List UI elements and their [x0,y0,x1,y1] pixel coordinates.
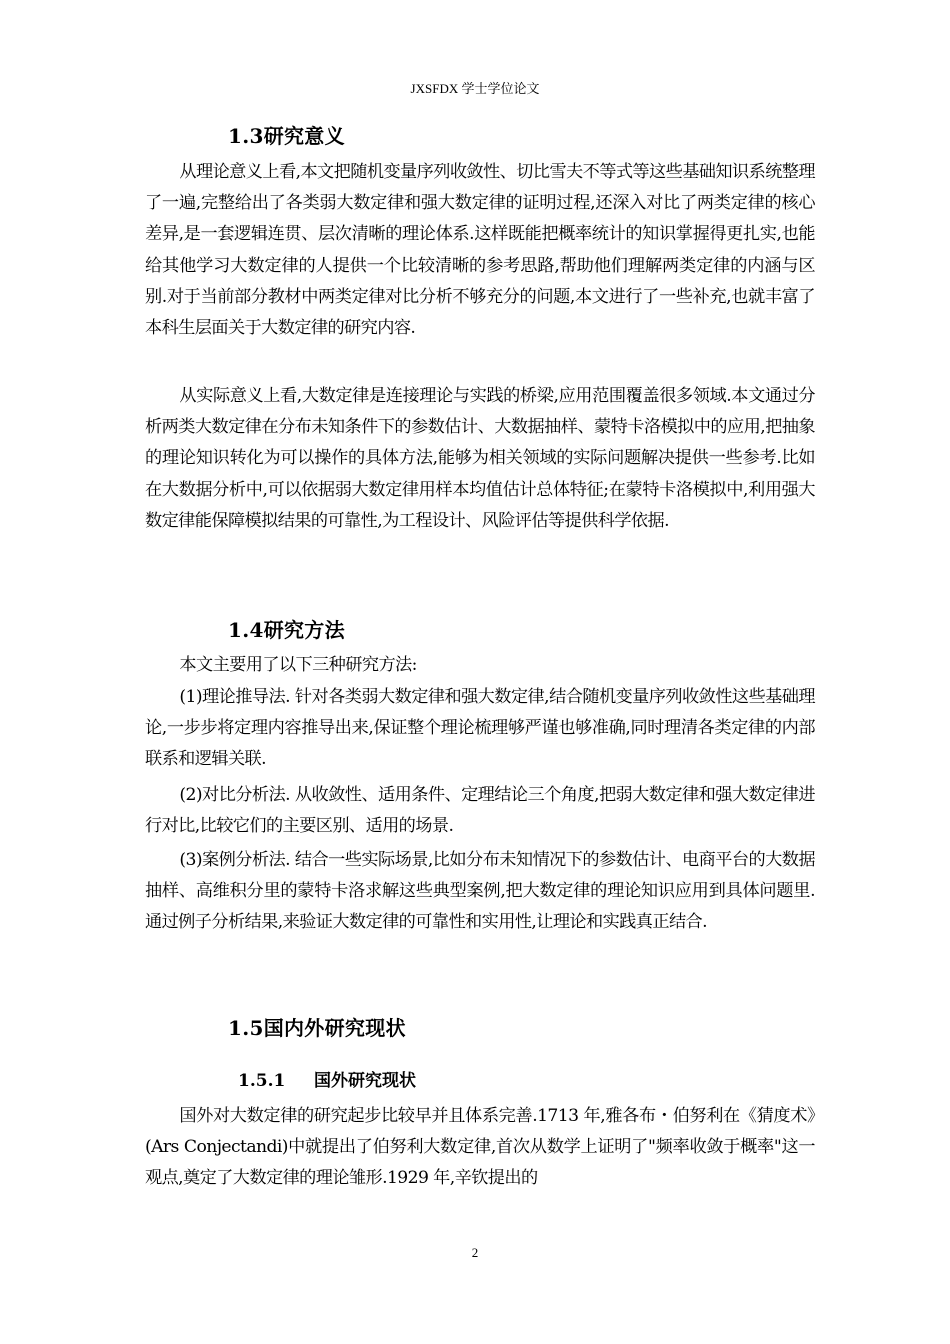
paragraph-practical-significance: 从实际意义上看,大数定律是连接理论与实践的桥梁,应用范围覆盖很多领域.本文通过分析两类大数定律在分布未知条件下的参数估计、大数据抽样、蒙特卡洛模拟中的应用,把抽象的理论知识转化为可以操作的具体方法,能够为相关领域的实际问题解决提供一些参考.比如在大数据分析中,可以依据弱大数定律用样本均值估计总体特征;在蒙特卡洛模拟中,利用强大数定律能保障模拟结果的可靠性,为工程设计、风险评估等提供科学依据. [145,386,815,531]
section-heading-1-5: 1.5国内外研究现状 [228,1016,406,1040]
paragraph-method-3: (3)案例分析法. 结合一些实际场景,比如分布未知情况下的参数估计、电商平台的大数据抽样、高维积分里的蒙特卡洛求解这些典型案例,把大数定律的理论知识应用到具体问题里.通过例子分析结果,来验证大数定律的可靠性和实用性,让理论和实践真正结合. [145,850,815,933]
paragraph-method-1: (1)理论推导法. 针对各类弱大数定律和强大数定律,结合随机变量序列收敛性这些基础理论,一步步将定理内容推导出来,保证整个理论梳理够严谨也够准确,同时理清各类定律的内部联系和逻辑关联. [145,687,815,770]
subsection-heading-1-5-1 [238,1066,416,1091]
subsection-title: 国外研究现状 [314,1071,416,1091]
section-heading-1-3: 1.3研究意义 [228,124,345,148]
paragraph-theoretical-significance: 从理论意义上看,本文把随机变量序列收敛性、切比雪夫不等式等这些基础知识系统整理了一遍,完整给出了各类弱大数定律和强大数定律的证明过程,还深入对比了两类定律的核心差异,是一套逻辑连贯、层次清晰的理论体系.这样既能把概率统计的知识掌握得更扎实,也能给其他学习大数定律的人提供一个比较清晰的参考思路,帮助他们理解两类定律的内涵与区别.对于当前部分教材中两类定律对比分析不够充分的问题,本文进行了一些补充,也就丰富了本科生层面关于大数定律的研究内容. [145,162,815,339]
paragraph-methods-intro: 本文主要用了以下三种研究方法: [179,655,417,675]
running-header: JXSFDX 学士学位论文 [410,81,540,96]
page-number: 2 [471,1245,479,1260]
paragraph-method-2: (2)对比分析法. 从收敛性、适用条件、定理结论三个角度,把弱大数定律和强大数定律进行对比,比较它们的主要区别、适用的场景. [145,785,815,837]
section-heading-1-4: 1.4研究方法 [228,618,345,642]
paragraph-foreign-research: 国外对大数定律的研究起步比较早并且体系完善.1713 年,雅各布・伯努利在《猜度术》(Ars Conjectandi)中就提出了伯努利大数定律,首次从数学上证明了"频率收敛于概率"这一观点,奠定了大数定律的理论雏形.1929 年,辛钦提出的 [145,1106,815,1189]
subsection-number: 1.5.1 [238,1071,286,1091]
